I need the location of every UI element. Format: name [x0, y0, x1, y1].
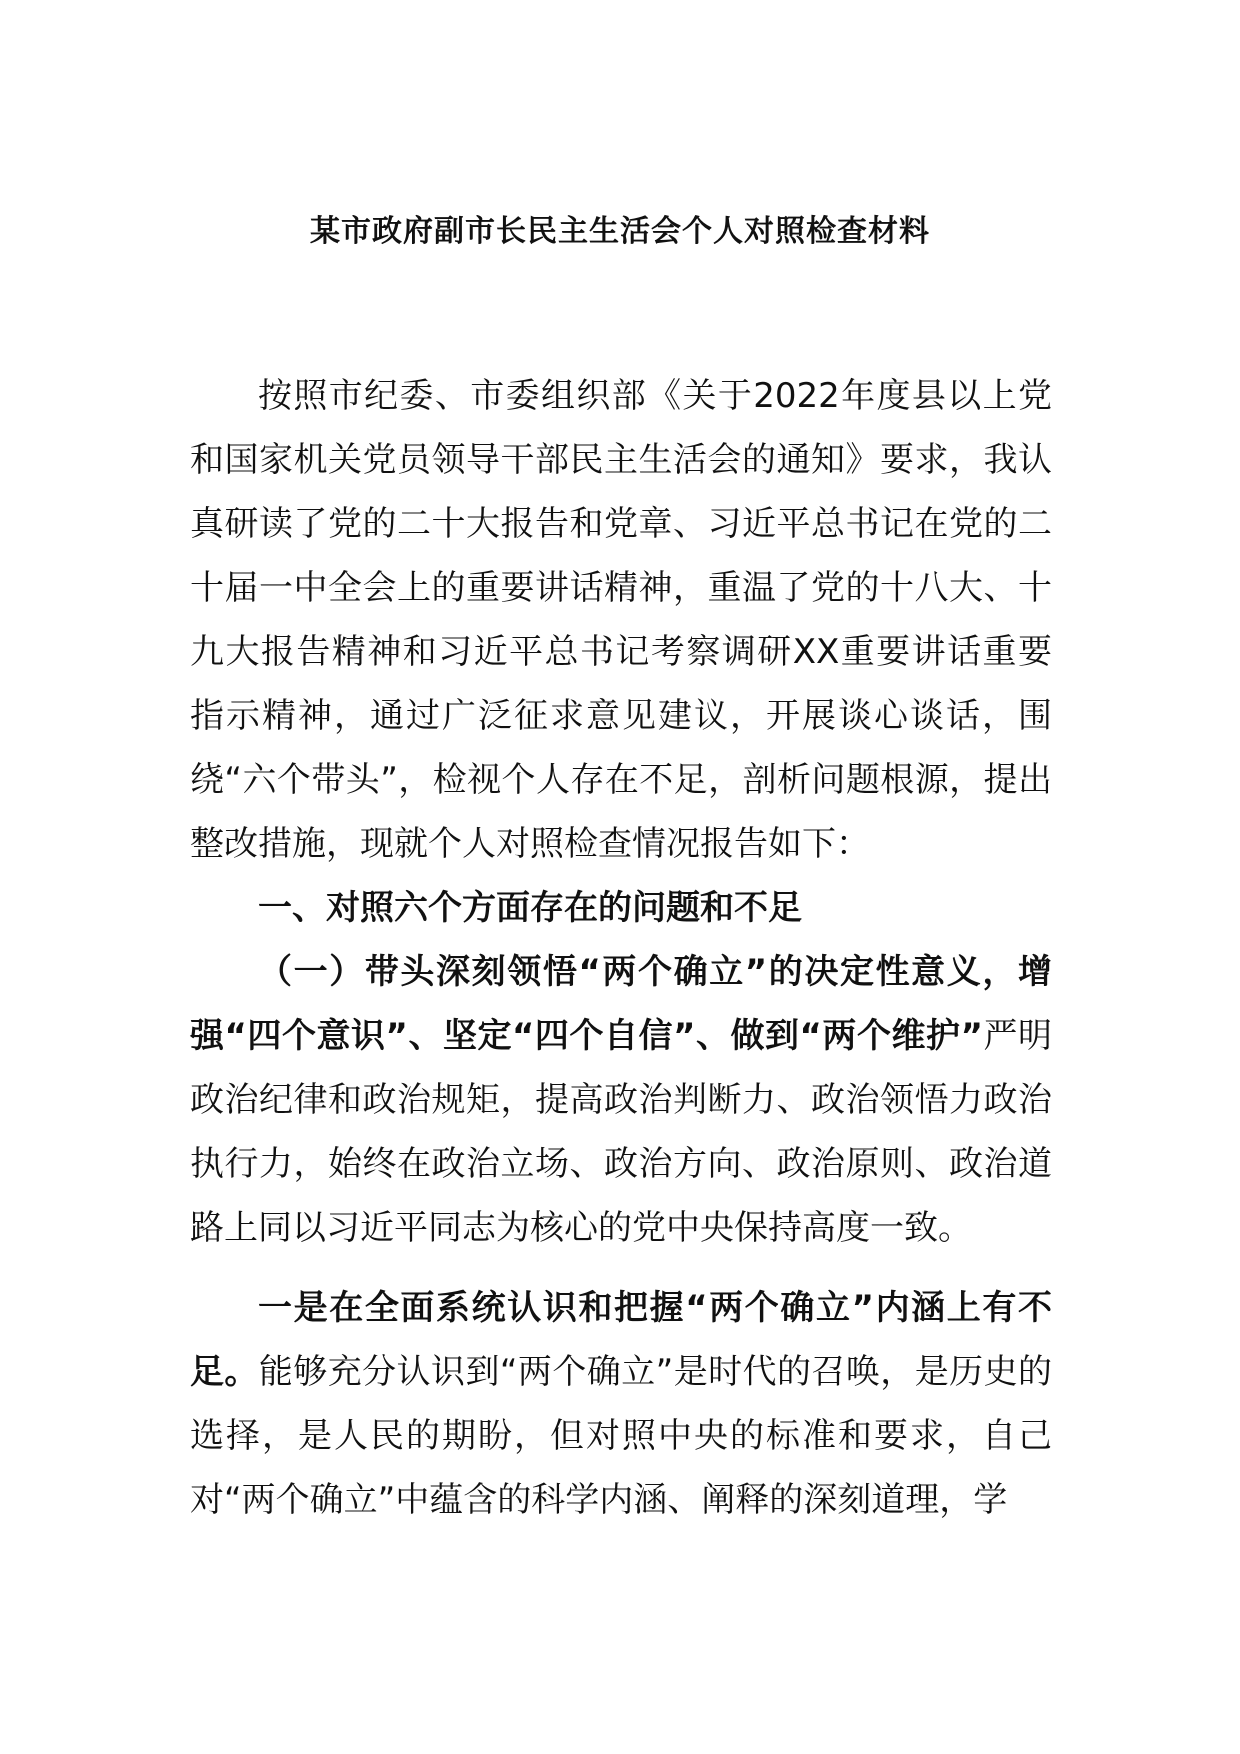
section-heading: 一、对照六个方面存在的问题和不足: [258, 888, 802, 928]
document-title: 某市政府副市长民主生活会个人对照检查材料: [310, 214, 930, 249]
point-text: 能够充分认识到“两个确立”是时代的召唤，是历史的选择，是人民的期盼，但对照中央的标准和要求，自己对“两个确立”中蕴含的科学内涵、阐释的深刻道理，学: [190, 1352, 1053, 1520]
subsection-paragraph: [190, 940, 1052, 1260]
subsection-text: 严明政治纪律和政治规矩，提高政治判断力、政治领悟力政治执行力，始终在政治立场、政治方向、政治原则、政治道路上同以习近平同志为核心的党中央保持高度一致。: [190, 1016, 1053, 1248]
intro-paragraph: 按照市纪委、市委组织部《关于2022年度县以上党和国家机关党员领导干部民主生活会的通知》要求，我认真研读了党的二十大报告和党章、习近平总书记在党的二十届一中全会上的重要讲话精神，重温了党的十八大、十九大报告精神和习近平总书记考察调研XX重要讲话重要指示精神，通过广泛征求意见建议，开展谈心谈话，围绕“六个带头”，检视个人存在不足，剖析问题根源，提出整改措施，现就个人对照检查情况报告如下：: [190, 376, 1052, 864]
document-body: [190, 364, 1052, 1532]
point-lead: 一是在全面系统认识和把握“两个确立”内涵上有不足。: [190, 1288, 1052, 1392]
subsection-heading: （一）带头深刻领悟“两个确立”的决定性意义，增强“四个意识”、坚定“四个自信”、做到“两个维护”: [190, 952, 1052, 1056]
point-paragraph: [190, 1276, 1052, 1532]
